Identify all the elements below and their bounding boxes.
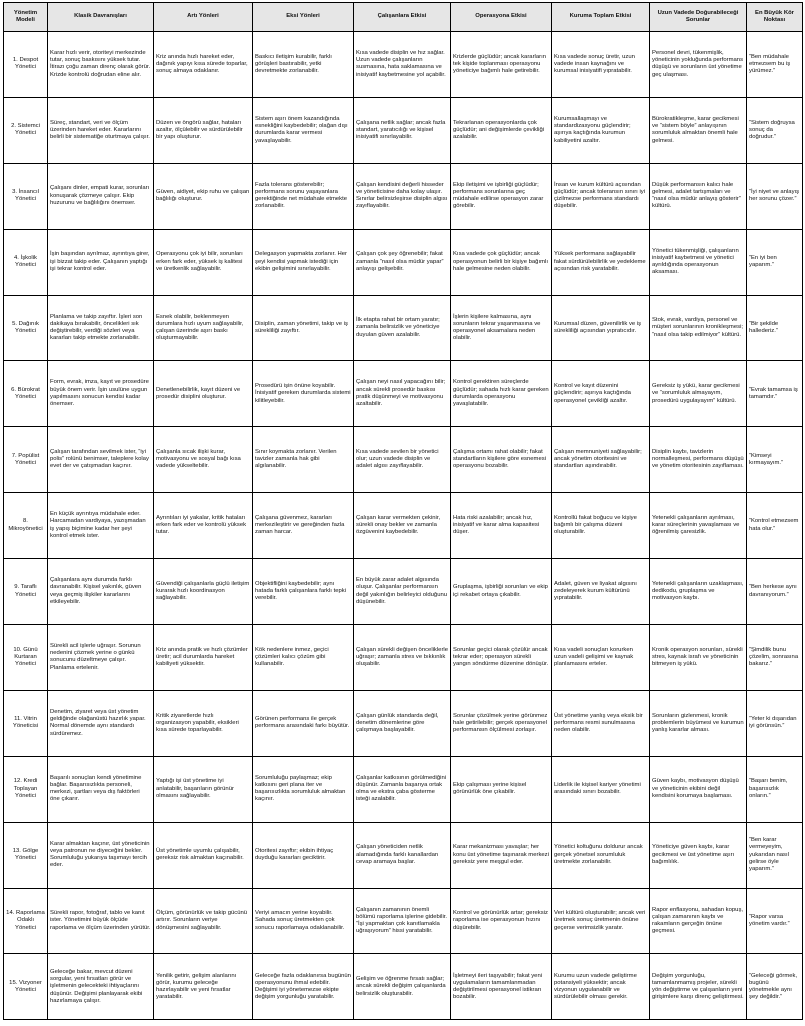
table-header-row bbox=[4, 3, 803, 32]
table-row bbox=[4, 690, 803, 756]
cell-blindspot: “Kontrol etmezsem hata olur.” bbox=[747, 493, 803, 559]
cell-blindspot: “Başarı benim, başarısızlık onların.” bbox=[747, 756, 803, 822]
cell-institution: Yüksek performans sağlayabilir fakat sürdürülebilirlik ve yedekleme açısından risk yaratabilir. bbox=[552, 229, 650, 295]
cell-employees: En büyük zarar adalet algısında oluşur. Çalışanlar performansın değil yakınlığın belirleyici olduğunu düşünebilir. bbox=[354, 559, 451, 625]
cell-blindspot: “Ben herkese aynı davranıyorum.” bbox=[747, 559, 803, 625]
cell-operations: Ekip iletişimi ve işbirliği güçlüdür; performans sorunlarına geç müdahale edilirse operasyon zarar görebilir. bbox=[451, 163, 552, 229]
cell-longterm: Rapor enflasyonu, sahadan kopuş, çalışan zamanının kaybı ve rakamların gerçeğin önüne geçmesi. bbox=[650, 888, 747, 954]
cell-longterm: Disiplin kaybı, tavizlerin normalleşmesi, performans düşüşü ve yönetim otoritesinin zayıflaması. bbox=[650, 427, 747, 493]
cell-cons: Prosedürü işin önüne koyabilir. İnisiyatif gereken durumlarda sistemi kilitleyebilir. bbox=[253, 361, 354, 427]
header-institution: Kuruma Toplam Etkisi bbox=[552, 3, 650, 32]
cell-employees: Çalışanlar katkısının görülmediğini düşünür. Zamanla başarıya ortak olma ve ekstra çaba gösterme isteği azalabilir. bbox=[354, 756, 451, 822]
cell-institution: Adalet, güven ve liyakat algısını zedeleyerek kurum kültürünü yıpratabilir. bbox=[552, 559, 650, 625]
cell-institution: Kısa vadeli sonuçları korurken uzun vadeli gelişimi ve kaynak planlamasını erteler. bbox=[552, 625, 650, 691]
table-row bbox=[4, 163, 803, 229]
cell-longterm: Personel devri, tükenmişlik, yöneticinin yokluğunda performans düşüşü ve sorunların üst yönetime geç ulaşması. bbox=[650, 32, 747, 98]
cell-blindspot: “Şimdilik bunu çözelim, sonrasına bakarız.” bbox=[747, 625, 803, 691]
cell-model: 12. Kredi Toplayan Yönetici bbox=[4, 756, 48, 822]
cell-cons: Geleceğe fazla odaklanırsa bugünün operasyonunu ihmal edebilir. Değişimi iyi yönetemezse ekipte değişim yorgunluğu yaratabilir. bbox=[253, 954, 354, 1020]
cell-cons: Baskıcı iletişim kurabilir, farklı görüşleri bastırabilir, yetki devretmekte zorlanabilir. bbox=[253, 32, 354, 98]
cell-longterm: Güven kaybı, motivasyon düşüşü ve yöneticinin ekibini değil kendisini korumaya başlaması. bbox=[650, 756, 747, 822]
cell-operations: Krizlerde güçlüdür; ancak kararların tek kişide toplanması operasyonu yöneticiye bağımlı hale getirebilir. bbox=[451, 32, 552, 98]
cell-blindspot: “İyi niyet ve anlayış her sorunu çözer.” bbox=[747, 163, 803, 229]
cell-employees: Çalışan çok şey öğrenebilir; fakat zamanla “nasıl olsa müdür yapar” anlayışı gelişebilir. bbox=[354, 229, 451, 295]
cell-cons: Sınır koymakta zorlanır. Verilen tavizler zamanla hak gibi algılanabilir. bbox=[253, 427, 354, 493]
cell-cons: Fazla tolerans gösterebilir; performans sorunu yaşayanlara gerektiğinde net müdahale etmekte zorlanabilir. bbox=[253, 163, 354, 229]
cell-blindspot: “Evrak tamamsa iş tamamdır.” bbox=[747, 361, 803, 427]
cell-employees: Çalışan günlük standarda değil, denetim dönemlerine göre çalışmaya başlayabilir. bbox=[354, 690, 451, 756]
table-row bbox=[4, 97, 803, 163]
cell-cons: Delegasyon yapmakta zorlanır. Her şeyi kendisi yapmak istediği için ekibin gelişimini sınırlayabilir. bbox=[253, 229, 354, 295]
cell-cons: Disiplin, zaman yönetimi, takip ve iş sürekliliği zayıftır. bbox=[253, 295, 354, 361]
table-row bbox=[4, 625, 803, 691]
cell-behaviors: Süreç, standart, veri ve ölçüm üzerinden hareket eder. Kararlarını belirli bir sistematiğe oturtmaya çalışır. bbox=[48, 97, 154, 163]
cell-model: 14. Raporlama Odaklı Yönetici bbox=[4, 888, 48, 954]
cell-operations: Tekrarlanan operasyonlarda çok güçlüdür; ani değişimlerde çevikliği azalabilir. bbox=[451, 97, 552, 163]
cell-longterm: Yetenekli çalışanların ayrılması, karar süreçlerinin yavaşlaması ve öğrenilmiş çaresizlik. bbox=[650, 493, 747, 559]
table-row bbox=[4, 295, 803, 361]
cell-pros: Üst yönetimle uyumlu çalışabilir, gereksiz risk almaktan kaçınabilir. bbox=[154, 822, 253, 888]
cell-institution: Kontrollü fakat boğucu ve kişiye bağımlı bir çalışma düzeni oluşturabilir. bbox=[552, 493, 650, 559]
header-model: Yönetim Modeli bbox=[4, 3, 48, 32]
cell-institution: Üst yönetime yanlış veya eksik bir performans resmi sunulmasına neden olabilir. bbox=[552, 690, 650, 756]
cell-cons: Sorumluluğu paylaşmaz; ekip katkısını geri plana iter ve başarısızlıkta sorumluluk almaktan kaçınır. bbox=[253, 756, 354, 822]
cell-behaviors: Çalışanı dinler, empati kurar, sorunları konuşarak çözmeye çalışır. Ekip huzurunu ve bağlılığını önemser. bbox=[48, 163, 154, 229]
cell-longterm: Yönetici tükenmişliği, çalışanların inisiyatif kaybetmesi ve yönetici ayrıldığında operasyonun aksaması. bbox=[650, 229, 747, 295]
cell-pros: Kriz anında hızlı hareket eder, dağınık yapıyı kısa sürede toparlar, sonuç almaya odaklanır. bbox=[154, 32, 253, 98]
header-pros: Artı Yönleri bbox=[154, 3, 253, 32]
header-blindspot: En Büyük Kör Noktası bbox=[747, 3, 803, 32]
table-row bbox=[4, 888, 803, 954]
cell-behaviors: Sürekli acil işlerle uğraşır. Sorunun nedenini çözmek yerine o günkü sonucunu düzeltmeye çalışır. Planlama ertelenir. bbox=[48, 625, 154, 691]
cell-pros: Esnek olabilir, beklenmeyen durumlara hızlı uyum sağlayabilir, çalışan üzerinde aşırı baskı oluşturmayabilir. bbox=[154, 295, 253, 361]
cell-blindspot: “Sistem doğruysa sonuç da doğrudur.” bbox=[747, 97, 803, 163]
cell-longterm: Gereksiz iş yükü, karar gecikmesi ve “sorumluluk almayayım, prosedürü uygulayayım” kültürü. bbox=[650, 361, 747, 427]
cell-blindspot: “Bir şekilde hallederiz.” bbox=[747, 295, 803, 361]
header-employees: Çalışanlara Etkisi bbox=[354, 3, 451, 32]
cell-model: 15. Vizyoner Yönetici bbox=[4, 954, 48, 1020]
cell-operations: Sorunlar çözülmek yerine görünmez hale getirilebilir; gerçek operasyonel performansın ölçülmesi zorlaşır. bbox=[451, 690, 552, 756]
header-behaviors: Klasik Davranışları bbox=[48, 3, 154, 32]
cell-cons: Otoritesi zayıftır; ekibin ihtiyaç duyduğu kararları geciktirir. bbox=[253, 822, 354, 888]
cell-operations: Sorunlar geçici olarak çözülür ancak tekrar eder; operasyon sürekli yangın söndürme düzenine dönüşür. bbox=[451, 625, 552, 691]
header-operations: Operasyona Etkisi bbox=[451, 3, 552, 32]
cell-operations: Kontrol ve görünürlük artar; gereksiz raporlama ise operasyonun hızını düşürebilir. bbox=[451, 888, 552, 954]
cell-behaviors: İşin başından ayrılmaz, ayrıntıya girer, işi bizzat takip eder. Çalışanın yaptığı işi tekrar kontrol eder. bbox=[48, 229, 154, 295]
cell-pros: Güven, aidiyet, ekip ruhu ve çalışan bağlılığı oluşturur. bbox=[154, 163, 253, 229]
table-row bbox=[4, 493, 803, 559]
cell-pros: Ölçüm, görünürlük ve takip gücünü artırır. Sorunların veriye dönüşmesini sağlayabilir. bbox=[154, 888, 253, 954]
cell-employees: Gelişim ve öğrenme fırsatı sağlar; ancak sürekli değişim çalışanlarda belirsizlik oluşturabilir. bbox=[354, 954, 451, 1020]
cell-longterm: Stok, evrak, vardiya, personel ve müşteri sorunlarının kronikleşmesi; “nasıl olsa takip edilmiyor” kültürü. bbox=[650, 295, 747, 361]
cell-cons: Çalışana güvenmez, kararları merkezileştirir ve gereğinden fazla zaman harcar. bbox=[253, 493, 354, 559]
cell-model: 5. Dağınık Yönetici bbox=[4, 295, 48, 361]
cell-pros: Kriz anında pratik ve hızlı çözümler üretir; acil durumlarda hareket kabiliyeti yüksektir. bbox=[154, 625, 253, 691]
cell-employees: İlk etapta rahat bir ortam yaratır; zamanla belirsizlik ve yöneticiye duyulan güven azalabilir. bbox=[354, 295, 451, 361]
cell-behaviors: Form, evrak, imza, kayıt ve prosedüre büyük önem verir. İşin usulüne uygun yapılmasını sonucun kendisi kadar önemser. bbox=[48, 361, 154, 427]
cell-employees: Çalışan karar vermekten çekinir, sürekli onay bekler ve zamanla özgüvenini kaybedebilir. bbox=[354, 493, 451, 559]
cell-behaviors: Geleceğe bakar, mevcut düzeni sorgular, yeni fırsatları görür ve işletmenin gelecekteki ihtiyaçlarını düşünür. Değişimi planlayarak ekibi hazırlamaya çalışır. bbox=[48, 954, 154, 1020]
cell-operations: Gruplaşma, işbirliği sorunları ve ekip içi rekabet ortaya çıkabilir. bbox=[451, 559, 552, 625]
cell-employees: Kısa vadede sevilen bir yönetici olur; uzun vadede disiplin ve adalet algısı zayıflayabilir. bbox=[354, 427, 451, 493]
cell-model: 3. İnsancıl Yönetici bbox=[4, 163, 48, 229]
cell-behaviors: En küçük ayrıntıya müdahale eder. Harcamadan vardiyaya, yazışmadan iş yapış biçimine kadar her şeyi kontrol etmek ister. bbox=[48, 493, 154, 559]
cell-model: 13. Gölge Yönetici bbox=[4, 822, 48, 888]
cell-model: 7. Popülist Yönetici bbox=[4, 427, 48, 493]
cell-employees: Kısa vadede disiplin ve hız sağlar. Uzun vadede çalışanların susmasına, hata saklamasına ve inisiyatif kaybetmesine yol açabilir. bbox=[354, 32, 451, 98]
table-row bbox=[4, 822, 803, 888]
cell-employees: Çalışana netlik sağlar; ancak fazla standart, yaratıcılığı ve kişisel inisiyatifi sınırlayabilir. bbox=[354, 97, 451, 163]
cell-pros: Güvendiği çalışanlarla güçlü iletişim kurarak hızlı koordinasyon sağlayabilir. bbox=[154, 559, 253, 625]
table-row bbox=[4, 229, 803, 295]
cell-operations: Hata riski azalabilir; ancak hız, inisiyatif ve karar alma kapasitesi düşer. bbox=[451, 493, 552, 559]
cell-operations: Kısa vadede çok güçlüdür; ancak operasyonun belirli bir kişiye bağımlı hale gelmesine neden olabilir. bbox=[451, 229, 552, 295]
cell-institution: Kurumu uzun vadede geliştirme potansiyeli yüksektir; ancak vizyonun uygulanabilir ve sürdürülebilir olması gerekir. bbox=[552, 954, 650, 1020]
cell-longterm: Bürokratikleşme, karar gecikmesi ve “sistem böyle” anlayışının sorumluluk almaktan önemli hale gelmesi. bbox=[650, 97, 747, 163]
cell-institution: Liderlik ile kişisel kariyer yönetimi arasındaki sınırı bozabilir. bbox=[552, 756, 650, 822]
cell-model: 10. Günü Kurtaran Yönetici bbox=[4, 625, 48, 691]
table-row bbox=[4, 361, 803, 427]
cell-operations: Karar mekanizması yavaşlar; her konu üst yönetime taşınarak merkezi gereksiz yere meşgul eder. bbox=[451, 822, 552, 888]
table-body bbox=[4, 32, 803, 1020]
cell-blindspot: “En iyi ben yaparım.” bbox=[747, 229, 803, 295]
cell-behaviors: Denetim, ziyaret veya üst yönetim geldiğinde olağanüstü hazırlık yapar. Normal dönemde aynı standardı sürdüremez. bbox=[48, 690, 154, 756]
cell-behaviors: Planlama ve takip zayıftır. İşleri son dakikaya bırakabilir, öncelikleri sık değiştirebilir, verdiği sözleri veya kararları takip etmekte zorlanabilir. bbox=[48, 295, 154, 361]
cell-pros: Ayrıntıları iyi yakalar, kritik hataları erken fark eder ve kontrolü yüksek tutar. bbox=[154, 493, 253, 559]
cell-institution: İnsan ve kurum kültürü açısından güçlüdür; ancak toleransın sınırı iyi çizilmezse performans standardı düşebilir. bbox=[552, 163, 650, 229]
cell-employees: Çalışan sürekli değişen önceliklerle uğraşır; zamanla stres ve bıkkınlık oluşabilir. bbox=[354, 625, 451, 691]
cell-cons: Sistem aşırı önem kazandığında esnekliğini kaybedebilir; olağan dışı durumlarda karar vermesi yavaşlayabilir. bbox=[253, 97, 354, 163]
cell-behaviors: Karar hızlı verir, otoriteyi merkezinde tutar, sonuç baskısını yüksek tutar. İtirazı çoğu zaman direnç olarak görür. Krizde kontrolü doğrudan eline alır. bbox=[48, 32, 154, 98]
cell-model: 9. Taraflı Yönetici bbox=[4, 559, 48, 625]
cell-operations: Kontrol gerektiren süreçlerde güçlüdür; sahada hızlı karar gereken durumlarda operasyonu yavaşlatabilir. bbox=[451, 361, 552, 427]
cell-institution: Kontrol ve kayıt düzenini güçlendirir; aşırıya kaçtığında operasyonel çevikliği azaltır. bbox=[552, 361, 650, 427]
cell-institution: Veri kültürü oluşturabilir; ancak veri üretmek sonuç üretmenin önüne geçerse verimsizlik yaratır. bbox=[552, 888, 650, 954]
cell-model: 11. Vitrin Yöneticisi bbox=[4, 690, 48, 756]
cell-institution: Kurumsal düzen, güvenilirlik ve iş sürekliliği açısından yıpratıcıdır. bbox=[552, 295, 650, 361]
cell-employees: Çalışan neyi nasıl yapacağını bilir; ancak sürekli prosedür baskısı pratik düşünmeyi ve motivasyonu azaltabilir. bbox=[354, 361, 451, 427]
cell-institution: Kurumsallaşmayı ve standardizasyonu güçlendirir; aşırıya kaçtığında kurumun kabiliyetini azaltır. bbox=[552, 97, 650, 163]
cell-behaviors: Başarılı sonuçları kendi yönetimine bağlar. Başarısızlıkta personeli, merkezi, şartları veya dış faktörleri öne çıkarır. bbox=[48, 756, 154, 822]
cell-longterm: Kronik operasyon sorunları, sürekli stres, kaynak israfı ve yöneticinin bitmeyen iş yükü. bbox=[650, 625, 747, 691]
cell-employees: Çalışan kendisini değerli hisseder ve yöneticisine daha kolay ulaşır. Sınırlar belirsizleşirse disiplin algısı zayıflayabilir. bbox=[354, 163, 451, 229]
cell-cons: Veriyi amacın yerine koyabilir. Sahada sonuç üretmekten çok sonucu raporlamaya odaklanabilir. bbox=[253, 888, 354, 954]
cell-model: 6. Bürokrat Yönetici bbox=[4, 361, 48, 427]
cell-employees: Çalışanın zamanının önemli bölümü raporlama işlerine gidebilir. “İşi yapmaktan çok kanıtlamakla uğraşıyorum” hissi yaratabilir. bbox=[354, 888, 451, 954]
cell-blindspot: “Yeter ki dışarıdan iyi görünsün.” bbox=[747, 690, 803, 756]
cell-longterm: Sorunların gizlenmesi, kronik problemlerin büyümesi ve kurumun yanlış kararlar alması. bbox=[650, 690, 747, 756]
header-longterm: Uzun Vadede Doğurabileceği Sorunlar bbox=[650, 3, 747, 32]
cell-operations: Ekip çalışması yerine kişisel görünürlük öne çıkabilir. bbox=[451, 756, 552, 822]
cell-operations: İşlerin kişilere kalmasına, aynı sorunların tekrar yaşanmasına ve operasyonel aksamalara neden olabilir. bbox=[451, 295, 552, 361]
table-row bbox=[4, 427, 803, 493]
cell-pros: Çalışanla sıcak ilişki kurar, motivasyonu ve sosyal bağı kısa vadede yükseltebilir. bbox=[154, 427, 253, 493]
cell-pros: Kritik ziyaretlerde hızlı organizasyon yapabilir, eksikleri kısa sürede toparlayabilir. bbox=[154, 690, 253, 756]
table-row bbox=[4, 756, 803, 822]
management-models-table bbox=[3, 2, 803, 1020]
cell-longterm: Düşük performansın kalıcı hale gelmesi, adalet tartışmaları ve “nasıl olsa müdür anlayış gösterir” kültürü. bbox=[650, 163, 747, 229]
header-cons: Eksi Yönleri bbox=[253, 3, 354, 32]
cell-pros: Denetlenebilirlik, kayıt düzeni ve prosedür disiplini oluşturur. bbox=[154, 361, 253, 427]
cell-institution: Çalışan memnuniyeti sağlayabilir; ancak yönetim otoritesini ve standartları aşındırabilir. bbox=[552, 427, 650, 493]
cell-behaviors: Çalışanlara aynı durumda farklı davranabilir. Kişisel yakınlık, güven veya geçmiş ilişkiler kararlarını etkileyebilir. bbox=[48, 559, 154, 625]
cell-cons: Kök nedenlere inmez, geçici çözümleri kalıcı çözüm gibi kullanabilir. bbox=[253, 625, 354, 691]
cell-longterm: Yetenekli çalışanların uzaklaşması, dedikodu, gruplaşma ve motivasyon kaybı. bbox=[650, 559, 747, 625]
cell-blindspot: “Kimseyi kırmayayım.” bbox=[747, 427, 803, 493]
cell-cons: Görünen performans ile gerçek performans arasındaki farkı büyütür. bbox=[253, 690, 354, 756]
cell-operations: Çalışma ortamı rahat olabilir; fakat standartların kişilere göre esnemesi operasyonu bozabilir. bbox=[451, 427, 552, 493]
cell-blindspot: “Rapor varsa yönetim vardır.” bbox=[747, 888, 803, 954]
cell-employees: Çalışan yöneticiden netlik alamadığında farklı kanallardan cevap aramaya başlar. bbox=[354, 822, 451, 888]
cell-pros: Düzen ve öngörü sağlar, hataları azaltır, ölçülebilir ve sürdürülebilir bir yapı oluşturur. bbox=[154, 97, 253, 163]
cell-cons: Objektifliğini kaybedebilir; aynı hatada farklı çalışanlara farklı tepki verebilir. bbox=[253, 559, 354, 625]
cell-behaviors: Sürekli rapor, fotoğraf, tablo ve kanıt ister. Yönetimini büyük ölçüde raporlama ve ölçüm üzerinden yürütür. bbox=[48, 888, 154, 954]
table-row bbox=[4, 559, 803, 625]
cell-longterm: Yöneticiye güven kaybı, karar gecikmesi ve üst yönetime aşırı bağımlılık. bbox=[650, 822, 747, 888]
cell-longterm: Değişim yorgunluğu, tamamlanmamış projeler, sürekli yön değiştirme ve çalışanların yeni girişimlere karşı direnç geliştirmesi. bbox=[650, 954, 747, 1020]
cell-behaviors: Çalışan tarafından sevilmek ister, “iyi polis” rolünü benimser, taleplere kolay evet der ve çatışmadan kaçınır. bbox=[48, 427, 154, 493]
cell-operations: İşletmeyi ileri taşıyabilir; fakat yeni uygulamaların tamamlanmadan değiştirilmesi operasyonel istikrarı bozabilir. bbox=[451, 954, 552, 1020]
cell-institution: Yönetici koltuğunu doldurur ancak gerçek yönetsel sorumluluk üretmekte zorlanabilir. bbox=[552, 822, 650, 888]
cell-model: 1. Despot Yönetici bbox=[4, 32, 48, 98]
cell-pros: Operasyonu çok iyi bilir, sorunları erken fark eder, yüksek iş kalitesi ve üretkenlik sağlayabilir. bbox=[154, 229, 253, 295]
cell-blindspot: “Geleceği görmek, bugünü yönetmekle aynı şey değildir.” bbox=[747, 954, 803, 1020]
table-row bbox=[4, 32, 803, 98]
cell-pros: Yaptığı işi üst yönetime iyi anlatabilir, başarıların görünür olmasını sağlayabilir. bbox=[154, 756, 253, 822]
cell-pros: Yenilik getirir, gelişim alanlarını görür, kurumu geleceğe hazırlayabilir ve yeni fırsatlar yaratabilir. bbox=[154, 954, 253, 1020]
cell-model: 2. Sistemci Yönetici bbox=[4, 97, 48, 163]
table-row bbox=[4, 954, 803, 1020]
cell-behaviors: Karar almaktan kaçınır, üst yöneticinin veya patronun ne diyeceğini bekler. Sorumluluğu yukarıya taşımayı tercih eder. bbox=[48, 822, 154, 888]
cell-blindspot: “Ben müdahale etmezsem bu iş yürümez.” bbox=[747, 32, 803, 98]
cell-blindspot: “Ben karar vermeyeyim, yukarıdan nasıl gelirse öyle yaparım.” bbox=[747, 822, 803, 888]
cell-model: 4. İşkolik Yönetici bbox=[4, 229, 48, 295]
cell-institution: Kısa vadede sonuç üretir, uzun vadede insan kaynağını ve kurumsal inisiyatifi yıpratabilir. bbox=[552, 32, 650, 98]
cell-model: 8. Mikroyönetici bbox=[4, 493, 48, 559]
